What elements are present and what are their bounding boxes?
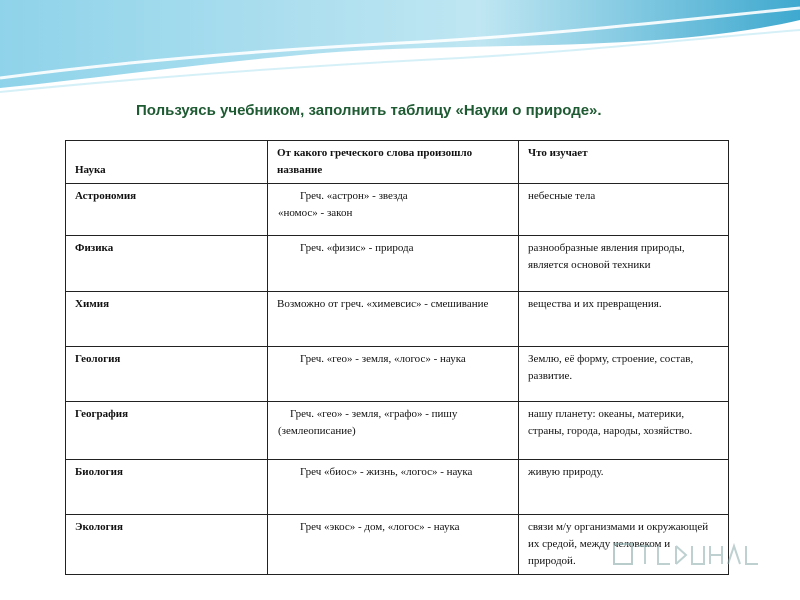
science-name: Физика bbox=[66, 236, 268, 292]
science-studies: вещества и их превращения. bbox=[519, 292, 729, 347]
science-studies: живую природу. bbox=[519, 460, 729, 515]
science-name: Химия bbox=[66, 292, 268, 347]
science-origin: Греч. «гео» - земля, «графо» - пишу (землеописание) bbox=[268, 402, 519, 460]
science-origin: Греч. «астрон» - звезда «номос» - закон bbox=[268, 184, 519, 236]
science-origin: Греч. «физис» - природа bbox=[268, 236, 519, 292]
table-row bbox=[66, 460, 729, 515]
sciences-table bbox=[65, 140, 729, 575]
header-studies: Что изучает bbox=[519, 141, 729, 184]
science-studies: разнообразные явления природы, является основой техники bbox=[519, 236, 729, 292]
science-origin: Греч «экос» - дом, «логос» - наука bbox=[268, 515, 519, 575]
header-wave-decoration bbox=[0, 0, 800, 100]
science-name: Геология bbox=[66, 347, 268, 402]
table-row bbox=[66, 292, 729, 347]
science-studies: небесные тела bbox=[519, 184, 729, 236]
table-row bbox=[66, 347, 729, 402]
science-name: Экология bbox=[66, 515, 268, 575]
header-science: Наука bbox=[66, 141, 268, 184]
science-studies: Землю, её форму, строение, состав, развитие. bbox=[519, 347, 729, 402]
page-title: Пользуясь учебником, заполнить таблицу «Науки о природе». bbox=[136, 102, 602, 119]
science-studies: связи м/у организмами и окружающей их средой, между человеком и природой. bbox=[519, 515, 729, 575]
table-row bbox=[66, 402, 729, 460]
table-row bbox=[66, 236, 729, 292]
science-studies: нашу планету: океаны, материки, страны, города, народы, хозяйство. bbox=[519, 402, 729, 460]
header-origin: От какого греческого слова произошло название bbox=[268, 141, 519, 184]
science-origin: Греч «биос» - жизнь, «логос» - наука bbox=[268, 460, 519, 515]
table-header-row bbox=[66, 141, 729, 184]
science-name: Биология bbox=[66, 460, 268, 515]
science-name: Астрономия bbox=[66, 184, 268, 236]
table-row bbox=[66, 184, 729, 236]
science-origin: Греч. «гео» - земля, «логос» - наука bbox=[268, 347, 519, 402]
watermark-logo-icon bbox=[612, 540, 762, 570]
science-name: География bbox=[66, 402, 268, 460]
science-origin: Возможно от греч. «химевсис» - смешивание bbox=[268, 292, 519, 347]
